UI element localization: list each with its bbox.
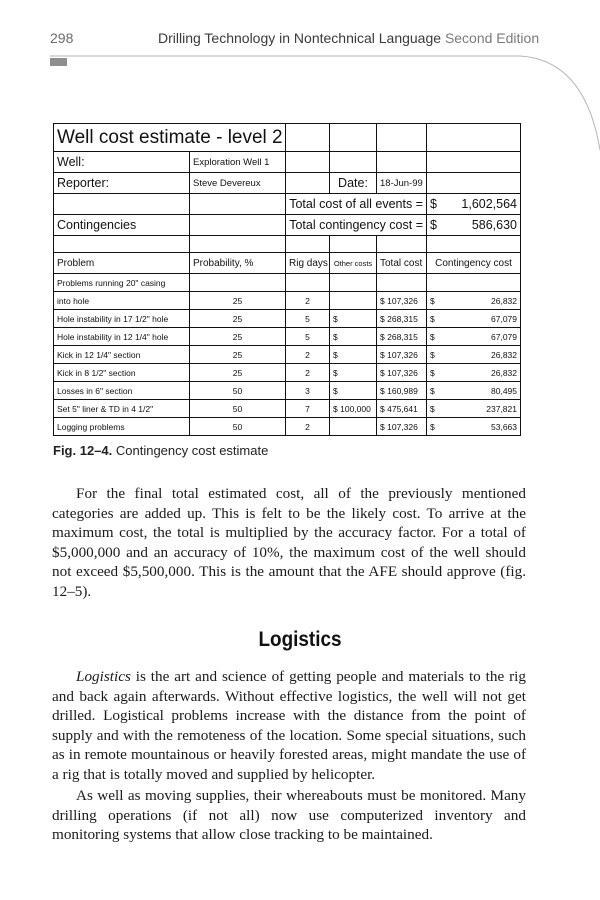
figure-caption — [53, 443, 268, 458]
blank-row — [54, 236, 521, 253]
contingency-cost-cell — [427, 310, 521, 328]
reporter-row — [54, 173, 521, 194]
total-cost-value: 268,315 — [387, 313, 418, 324]
other-costs-currency: $ — [333, 313, 338, 324]
probability-cell: 25 — [190, 364, 286, 382]
contingency-value: 237,821 — [486, 403, 517, 414]
col-problem: Problem — [54, 253, 190, 274]
contingency-currency: $ — [430, 421, 435, 432]
probability-cell: 25 — [190, 310, 286, 328]
total-cost-currency: $ — [380, 403, 385, 414]
other-costs-cell — [330, 310, 377, 328]
total-cost-currency: $ — [380, 349, 385, 360]
other-costs-currency: $ — [333, 367, 338, 378]
contingency-currency: $ — [430, 331, 435, 342]
contingency-row — [54, 215, 521, 236]
other-costs-cell — [330, 400, 377, 418]
total-cost-label: Total cost of all events = — [286, 194, 427, 215]
total-contingency-label: Total contingency cost = — [286, 215, 427, 236]
table-row — [54, 364, 521, 382]
rig-days-cell: 2 — [286, 346, 330, 364]
well-row — [54, 152, 521, 173]
total-cost-value — [427, 194, 521, 215]
section-tab — [50, 58, 67, 66]
probability-cell: 50 — [190, 382, 286, 400]
contingency-cost-cell — [427, 364, 521, 382]
other-costs-cell — [330, 328, 377, 346]
contingency-cost-cell — [427, 346, 521, 364]
contingency-value: 80,495 — [491, 385, 517, 396]
contingency-cost-cell — [427, 400, 521, 418]
contingency-value: 26,832 — [491, 349, 517, 360]
other-costs-cell — [330, 346, 377, 364]
total-cost-currency: $ — [380, 421, 385, 432]
edition-label: Second Edition — [444, 30, 540, 46]
problem-cell: Kick in 12 1/4" section — [54, 346, 190, 364]
well-value: Exploration Well 1 — [190, 152, 286, 173]
total-cost-cell — [377, 310, 427, 328]
total-cost-value: 107,326 — [387, 367, 418, 378]
table-row — [54, 346, 521, 364]
contingency-cost-cell — [427, 418, 521, 436]
problem-cell: Problems running 20" casing — [54, 274, 190, 292]
problem-cell: Losses in 6" section — [54, 382, 190, 400]
table-row — [54, 400, 521, 418]
paragraph — [52, 667, 526, 785]
contingency-cost-cell — [427, 292, 521, 310]
table-title: Well cost estimate - level 2 — [54, 124, 286, 152]
well-label: Well: — [54, 152, 190, 173]
total-cost-cell — [377, 346, 427, 364]
contingency-currency: $ — [430, 295, 435, 306]
rig-days-cell: 5 — [286, 328, 330, 346]
contingency-currency: $ — [430, 403, 435, 414]
col-other-costs: Other costs — [330, 253, 377, 274]
rig-days-cell: 5 — [286, 310, 330, 328]
total-cost-value: 268,315 — [387, 331, 418, 342]
table-row-continuation — [54, 274, 521, 292]
contingency-value: 67,079 — [491, 313, 517, 324]
book-title: Drilling Technology in Nontechnical Language — [158, 30, 442, 46]
contingency-value: 67,079 — [491, 331, 517, 342]
cost-estimate-table — [53, 123, 521, 436]
term-logistics: Logistics — [76, 668, 131, 685]
table-row — [54, 328, 521, 346]
total-cost-cell — [377, 364, 427, 382]
problem-cell: Set 5" liner & TD in 4 1/2" — [54, 400, 190, 418]
total-cost-cell — [377, 292, 427, 310]
other-costs-currency: $ — [333, 349, 338, 360]
problem-cell: Hole instability in 12 1/4" hole — [54, 328, 190, 346]
total-cost-currency: $ — [380, 313, 385, 324]
reporter-value: Steve Devereux — [190, 173, 286, 194]
problem-cell: into hole — [54, 292, 190, 310]
other-costs-cell — [330, 382, 377, 400]
col-probability: Probability, % — [190, 253, 286, 274]
paragraph: For the final total estimated cost, all of the previously mentioned categories are added up. This is felt to be the likely cost. To arrive at the maximum cost, the total is multiplied by the accuracy factor. For a total of $5,000,000 and an accuracy of 10%, the maximum cost of the well should not exceed $5,500,000. This is the amount that the AFE should approve (fig. 12–5). — [52, 485, 526, 600]
other-costs-cell — [330, 418, 377, 436]
contingency-cost-cell — [427, 328, 521, 346]
contingency-value: 26,832 — [491, 367, 517, 378]
contingency-currency: $ — [430, 367, 435, 378]
col-total-cost: Total cost — [377, 253, 427, 274]
total-cost-amount: 1,602,564 — [461, 197, 517, 211]
caption-text: Contingency cost estimate — [112, 443, 269, 458]
contingency-value: 53,663 — [491, 421, 517, 432]
total-cost-cell — [377, 382, 427, 400]
total-cost-row — [54, 194, 521, 215]
probability-cell: 25 — [190, 292, 286, 310]
total-cost-currency: $ — [380, 331, 385, 342]
caption-label: Fig. 12–4. — [53, 443, 113, 458]
total-cost-value: 107,326 — [387, 349, 418, 360]
table-title-row — [54, 124, 521, 152]
total-cost-cell — [377, 400, 427, 418]
contingency-currency: $ — [430, 385, 435, 396]
other-costs-cell — [330, 364, 377, 382]
contingencies-label: Contingencies — [54, 215, 190, 236]
total-cost-value: 107,326 — [387, 421, 418, 432]
total-cost-cell — [377, 418, 427, 436]
other-costs-currency: $ — [333, 331, 338, 342]
other-costs-currency: $ — [333, 385, 338, 396]
table-row — [54, 382, 521, 400]
page-number: 298 — [50, 30, 74, 46]
rig-days-cell: 2 — [286, 364, 330, 382]
table-row — [54, 418, 521, 436]
col-contingency-cost: Contingency cost — [427, 253, 521, 274]
contingency-currency: $ — [430, 313, 435, 324]
total-contingency-value — [427, 215, 521, 236]
probability-cell: 50 — [190, 400, 286, 418]
total-cost-value: 160,989 — [387, 385, 418, 396]
problem-cell: Logging problems — [54, 418, 190, 436]
other-costs-currency: $ — [333, 403, 338, 414]
paragraph: As well as moving supplies, their whereabouts must be monitored. Many drilling operations (if not all) now use computerized inventory and monitoring systems that allow close tracking to be maintained. — [52, 787, 526, 844]
rig-days-cell: 3 — [286, 382, 330, 400]
probability-cell: 50 — [190, 418, 286, 436]
rig-days-cell: 2 — [286, 418, 330, 436]
problem-cell: Kick in 8 1/2" section — [54, 364, 190, 382]
other-costs-cell — [330, 292, 377, 310]
contingency-currency: $ — [430, 349, 435, 360]
other-costs-value: 100,000 — [340, 403, 371, 414]
total-contingency-amount: 586,630 — [471, 218, 517, 232]
probability-cell: 25 — [190, 328, 286, 346]
total-cost-currency: $ — [380, 367, 385, 378]
total-contingency-currency: $ — [430, 218, 437, 232]
total-cost-currency: $ — [380, 385, 385, 396]
contingency-cost-cell — [427, 382, 521, 400]
problem-cell: Hole instability in 17 1/2" hole — [54, 310, 190, 328]
total-cost-value: 475,641 — [387, 403, 418, 414]
date-value: 18-Jun-99 — [377, 173, 427, 194]
column-header-row — [54, 253, 521, 274]
total-cost-value: 107,326 — [387, 295, 418, 306]
rig-days-cell: 2 — [286, 292, 330, 310]
table-row — [54, 292, 521, 310]
contingency-value: 26,832 — [491, 295, 517, 306]
total-cost-cell — [377, 328, 427, 346]
probability-cell: 25 — [190, 346, 286, 364]
reporter-label: Reporter: — [54, 173, 190, 194]
date-label: Date: — [330, 173, 377, 194]
total-cost-currency: $ — [380, 295, 385, 306]
rig-days-cell: 7 — [286, 400, 330, 418]
total-cost-currency: $ — [430, 197, 437, 211]
paragraph-text: is the art and science of getting people and materials to the rig and back again afterwards. Without effective logistics, the well will not get drilled. Logistical problems increase with the distance from the point of supply and with the remoteness of the location. Some special situations, such as in remote mountainous or heavily forested areas, might mandate the use of a rig that is totally moved and supplied by helicopter. — [52, 668, 526, 783]
table-row — [54, 310, 521, 328]
section-heading: Logistics — [258, 628, 342, 651]
col-rig-days: Rig days — [286, 253, 330, 274]
